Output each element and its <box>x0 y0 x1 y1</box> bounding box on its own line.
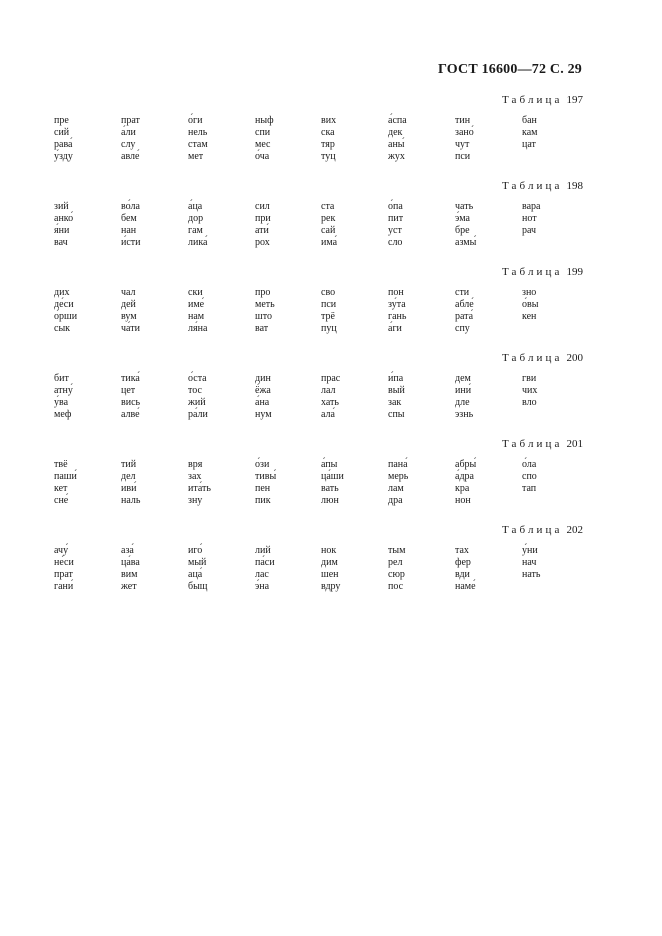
syllable-cell: рек <box>321 213 336 224</box>
table-label-word: Таблица <box>502 266 563 278</box>
syllable-cell: ска <box>321 127 335 138</box>
syllable-cell: мес <box>255 139 271 150</box>
syllable-cell: тика́ <box>121 373 140 384</box>
syllable-cell: дин <box>255 373 271 384</box>
syllable-cell: меф <box>54 409 72 420</box>
syllable-grid <box>0 459 662 515</box>
table-label <box>502 266 583 278</box>
table-label <box>502 524 583 536</box>
syllable-cell: эзнь <box>455 409 474 420</box>
syllable-cell: рох <box>255 237 270 248</box>
table-label <box>502 438 583 450</box>
syllable-cell: сне́ <box>54 495 69 506</box>
syllable-column <box>388 373 450 421</box>
syllable-cell: ча́ти <box>121 323 140 334</box>
syllable-cell: нок <box>321 545 337 556</box>
syllable-column <box>121 287 183 335</box>
syllable-cell: и́па <box>388 373 404 384</box>
syllable-column <box>121 201 183 249</box>
syllable-cell: ца́ва <box>121 557 140 568</box>
syllable-cell: ачу́ <box>54 545 69 556</box>
syllable-column <box>121 459 183 507</box>
syllable-cell: о́рши <box>54 311 78 322</box>
syllable-cell: твё <box>54 459 68 470</box>
syllable-cell: дор <box>188 213 204 224</box>
syllable-cell: слу <box>121 139 136 150</box>
syllable-cell: цет <box>121 385 136 396</box>
syllable-cell: име́ <box>188 299 205 310</box>
syllable-cell: у́зду <box>54 151 73 162</box>
syllable-cell: вря <box>188 459 203 470</box>
syllable-cell: сык <box>54 323 71 334</box>
syllable-column <box>455 459 517 507</box>
syllable-column <box>388 459 450 507</box>
syllable-column <box>321 373 383 421</box>
syllable-cell: наме́ <box>455 581 476 592</box>
syllable-cell: не́си <box>54 557 74 568</box>
syllable-column <box>188 545 250 593</box>
syllable-column <box>455 373 517 421</box>
syllable-cell: атну́ <box>54 385 73 396</box>
syllable-cell: тий <box>121 459 137 470</box>
syllable-cell: тин <box>455 115 471 126</box>
table-label <box>502 180 583 192</box>
syllable-cell: чут <box>455 139 470 150</box>
syllable-cell: нель <box>188 127 208 138</box>
page-header: ГОСТ 16600—72 С. 29 <box>438 62 582 77</box>
syllable-cell: ати́ <box>255 225 269 236</box>
syllable-column <box>188 201 250 249</box>
syllable-cell: хать <box>321 397 339 408</box>
syllable-cell: а́ли <box>121 127 136 138</box>
syllable-column <box>321 115 383 163</box>
syllable-cell: абле́ <box>455 299 474 310</box>
syllable-cell: пуц <box>321 323 337 334</box>
syllable-cell: при <box>255 213 271 224</box>
syllable-cell: дле <box>455 397 470 408</box>
table-number: 201 <box>566 438 583 450</box>
syllable-cell: ста <box>321 201 335 212</box>
syllable-cell: о́вы <box>522 299 539 310</box>
syllable-cell: зий <box>54 201 69 212</box>
syllable-cell: зак <box>388 397 402 408</box>
syllable-cell: рата́ <box>455 311 474 322</box>
syllable-cell: лика́ <box>188 237 208 248</box>
syllable-cell: нать <box>522 569 541 580</box>
syllable-cell: пен <box>255 483 271 494</box>
syllable-cell: па́си <box>255 557 275 568</box>
syllable-column <box>522 287 584 323</box>
syllable-column <box>522 201 584 237</box>
syllable-cell: спо <box>522 471 537 482</box>
table-number: 197 <box>566 94 583 106</box>
syllable-cell: иви́ <box>121 483 137 494</box>
syllable-cell: гани́ <box>54 581 74 592</box>
syllable-cell: авле́ <box>121 151 140 162</box>
syllable-cell: чал <box>121 287 136 298</box>
syllable-column <box>388 201 450 249</box>
syllable-column <box>255 201 317 249</box>
syllable-column <box>321 201 383 249</box>
syllable-column <box>388 115 450 163</box>
syllable-cell: кам <box>522 127 538 138</box>
syllable-cell: аца́ <box>188 569 203 580</box>
syllable-cell: лам <box>388 483 404 494</box>
syllable-cell: сий <box>54 127 70 138</box>
syllable-column <box>388 545 450 593</box>
syllable-cell: ля́на <box>188 323 208 334</box>
syllable-cell: стам <box>188 139 208 150</box>
syllable-column <box>455 115 517 163</box>
syllable-cell: пси <box>455 151 471 162</box>
table-number: 200 <box>566 352 583 364</box>
syllable-cell: азмы́ <box>455 237 477 248</box>
syllable-cell: анко́ <box>54 213 74 224</box>
syllable-cell: гам <box>188 225 203 236</box>
syllable-cell: а́ги <box>388 323 402 334</box>
table-label <box>502 352 583 364</box>
syllable-cell: тым <box>388 545 406 556</box>
syllable-cell: гань <box>388 311 407 322</box>
syllable-column <box>255 287 317 335</box>
syllable-cell: ини́ <box>455 385 472 396</box>
syllable-column <box>255 545 317 593</box>
syllable-column <box>54 373 116 421</box>
syllable-cell: тяр <box>321 139 335 150</box>
syllable-cell: во́ла <box>121 201 140 212</box>
syllable-cell: наль <box>121 495 141 506</box>
syllable-cell: вим <box>121 569 138 580</box>
syllable-cell: ца́ши <box>321 471 344 482</box>
syllable-cell: спы <box>388 409 405 420</box>
syllable-cell: нач <box>522 557 537 568</box>
syllable-cell: ват <box>255 323 269 334</box>
table-label-word: Таблица <box>502 180 563 192</box>
syllable-cell: чих <box>522 385 538 396</box>
syllable-cell: а́на <box>255 397 270 408</box>
syllable-cell: дих <box>54 287 70 298</box>
syllable-column <box>121 115 183 163</box>
syllable-cell: уст <box>388 225 402 236</box>
syllable-cell: о́ча <box>255 151 270 162</box>
table-label-word: Таблица <box>502 524 563 536</box>
syllable-cell: иго́ <box>188 545 203 556</box>
syllable-cell: туц <box>321 151 336 162</box>
syllable-column <box>255 459 317 507</box>
syllable-grid <box>0 373 662 429</box>
table-label-word: Таблица <box>502 438 563 450</box>
syllable-cell: жий <box>188 397 206 408</box>
syllable-column <box>54 287 116 335</box>
syllable-cell: тивы́ <box>255 471 277 482</box>
syllable-cell: рач <box>522 225 537 236</box>
syllable-cell: а́ца <box>188 201 203 212</box>
syllable-cell: прат <box>121 115 140 126</box>
syllable-cell: бем <box>121 213 137 224</box>
syllable-cell: нан <box>121 225 137 236</box>
syllable-cell: зну <box>188 495 203 506</box>
syllable-cell: вди <box>455 569 470 580</box>
syllable-column <box>54 201 116 249</box>
syllable-cell: аны́ <box>388 139 405 150</box>
syllable-cell: сво <box>321 287 336 298</box>
syllable-cell: зах <box>188 471 202 482</box>
syllable-cell: зано́ <box>455 127 474 138</box>
syllable-cell: има́ <box>321 237 338 248</box>
syllable-cell: про <box>255 287 271 298</box>
syllable-column <box>455 287 517 335</box>
syllable-cell: мерь <box>388 471 409 482</box>
syllable-cell: у́ва <box>54 397 69 408</box>
table-number: 199 <box>566 266 583 278</box>
syllable-cell: жет <box>121 581 137 592</box>
table-number: 202 <box>566 524 583 536</box>
syllable-cell: алве́ <box>121 409 140 420</box>
table-number: 198 <box>566 180 583 192</box>
syllable-cell: трё <box>321 311 335 322</box>
syllable-cell: бит <box>54 373 69 384</box>
syllable-column <box>522 459 584 495</box>
syllable-cell: пси <box>321 299 337 310</box>
syllable-cell: люн <box>321 495 339 506</box>
syllable-cell: э́ма <box>455 213 470 224</box>
syllable-cell: сло <box>388 237 403 248</box>
syllable-cell: ала́ <box>321 409 335 420</box>
table-label-word: Таблица <box>502 352 563 364</box>
syllable-cell: прат <box>54 569 73 580</box>
syllable-cell: мый <box>188 557 207 568</box>
syllable-column <box>54 115 116 163</box>
syllable-cell: ита́ть <box>188 483 211 494</box>
syllable-cell: сил <box>255 201 270 212</box>
table-label-word: Таблица <box>502 94 563 106</box>
syllable-cell: вум <box>121 311 137 322</box>
syllable-cell: ё́жа <box>255 385 271 396</box>
table-label <box>502 94 583 106</box>
syllable-grid <box>0 201 662 257</box>
syllable-cell: шен <box>321 569 339 580</box>
syllable-column <box>121 545 183 593</box>
syllable-cell: паши́ <box>54 471 77 482</box>
syllable-cell: у́ни <box>522 545 538 556</box>
syllable-cell: цат <box>522 139 536 150</box>
syllable-cell: ски <box>188 287 203 298</box>
syllable-cell: пик <box>255 495 271 506</box>
syllable-grid <box>0 287 662 343</box>
syllable-column <box>188 459 250 507</box>
syllable-cell: сай <box>321 225 336 236</box>
syllable-cell: а́пы <box>321 459 338 470</box>
syllable-column <box>522 545 584 581</box>
syllable-cell: дим <box>321 557 338 568</box>
syllable-cell: жух <box>388 151 405 162</box>
syllable-cell: аза́ <box>121 545 134 556</box>
syllable-cell: а́спа <box>388 115 407 126</box>
syllable-grid <box>0 115 662 171</box>
syllable-cell: рава́ <box>54 139 73 150</box>
syllable-column <box>121 373 183 421</box>
syllable-cell: кра <box>455 483 470 494</box>
syllable-column <box>54 459 116 507</box>
syllable-cell: дел <box>121 471 136 482</box>
syllable-cell: ныф <box>255 115 274 126</box>
syllable-cell: зно <box>522 287 537 298</box>
syllable-cell: бре <box>455 225 470 236</box>
syllable-cell: и́сти <box>121 237 141 248</box>
syllable-cell: нот <box>522 213 537 224</box>
syllable-column <box>388 287 450 335</box>
syllable-cell: нам <box>188 311 205 322</box>
syllable-cell: пон <box>388 287 404 298</box>
syllable-column <box>321 287 383 335</box>
syllable-cell: спу <box>455 323 470 334</box>
syllable-column <box>255 115 317 163</box>
syllable-cell: дра <box>388 495 403 506</box>
syllable-cell: дей <box>121 299 136 310</box>
syllable-cell: тап <box>522 483 537 494</box>
syllable-cell: пит <box>388 213 404 224</box>
syllable-cell: кет <box>54 483 68 494</box>
syllable-cell: бан <box>522 115 537 126</box>
syllable-cell: рел <box>388 557 403 568</box>
syllable-cell: о́зи <box>255 459 270 470</box>
syllable-cell: лас <box>255 569 269 580</box>
syllable-cell: тах <box>455 545 469 556</box>
syllable-column <box>255 373 317 421</box>
syllable-cell: пос <box>388 581 404 592</box>
syllable-cell: вать <box>321 483 339 494</box>
syllable-column <box>455 201 517 249</box>
syllable-column <box>188 287 250 335</box>
syllable-cell: дек <box>388 127 403 138</box>
syllable-cell: абры́ <box>455 459 477 470</box>
syllable-cell: вдру <box>321 581 341 592</box>
syllable-column <box>188 115 250 163</box>
syllable-grid <box>0 545 662 601</box>
syllable-cell: вих <box>321 115 337 126</box>
syllable-column <box>321 545 383 593</box>
syllable-cell: чать <box>455 201 474 212</box>
syllable-cell: сти <box>455 287 470 298</box>
syllable-cell: вло <box>522 397 537 408</box>
syllable-cell: лал <box>321 385 336 396</box>
syllable-cell: тос <box>188 385 202 396</box>
syllable-cell: вара <box>522 201 541 212</box>
syllable-cell: нум <box>255 409 272 420</box>
syllable-cell: вач <box>54 237 68 248</box>
syllable-cell: лий <box>255 545 271 556</box>
syllable-cell: быщ <box>188 581 208 592</box>
syllable-cell: спи <box>255 127 271 138</box>
syllable-cell: ра́ли <box>188 409 208 420</box>
syllable-column <box>54 545 116 593</box>
syllable-cell: де́си <box>54 299 74 310</box>
syllable-column <box>522 115 584 151</box>
syllable-cell: пре <box>54 115 69 126</box>
syllable-cell: вый <box>388 385 405 396</box>
syllable-cell: о́ла <box>522 459 537 470</box>
syllable-cell: а́дра <box>455 471 474 482</box>
syllable-cell: фер <box>455 557 471 568</box>
syllable-column <box>188 373 250 421</box>
syllable-cell: пана́ <box>388 459 408 470</box>
syllable-cell: вись <box>121 397 141 408</box>
syllable-column <box>522 373 584 409</box>
syllable-cell: што <box>255 311 272 322</box>
syllable-cell: о́па <box>388 201 403 212</box>
syllable-cell: меть <box>255 299 275 310</box>
syllable-cell: сюр <box>388 569 405 580</box>
syllable-column <box>455 545 517 593</box>
syllable-cell: о́ги <box>188 115 203 126</box>
syllable-cell: дем <box>455 373 471 384</box>
syllable-column <box>321 459 383 507</box>
syllable-cell: мет <box>188 151 204 162</box>
syllable-cell: зу́та <box>388 299 406 310</box>
syllable-cell: нон <box>455 495 471 506</box>
syllable-cell: э́на <box>255 581 270 592</box>
syllable-cell: кен <box>522 311 537 322</box>
syllable-cell: прас <box>321 373 341 384</box>
syllable-cell: я́ни <box>54 225 70 236</box>
syllable-cell: гви <box>522 373 537 384</box>
syllable-cell: о́ста <box>188 373 207 384</box>
